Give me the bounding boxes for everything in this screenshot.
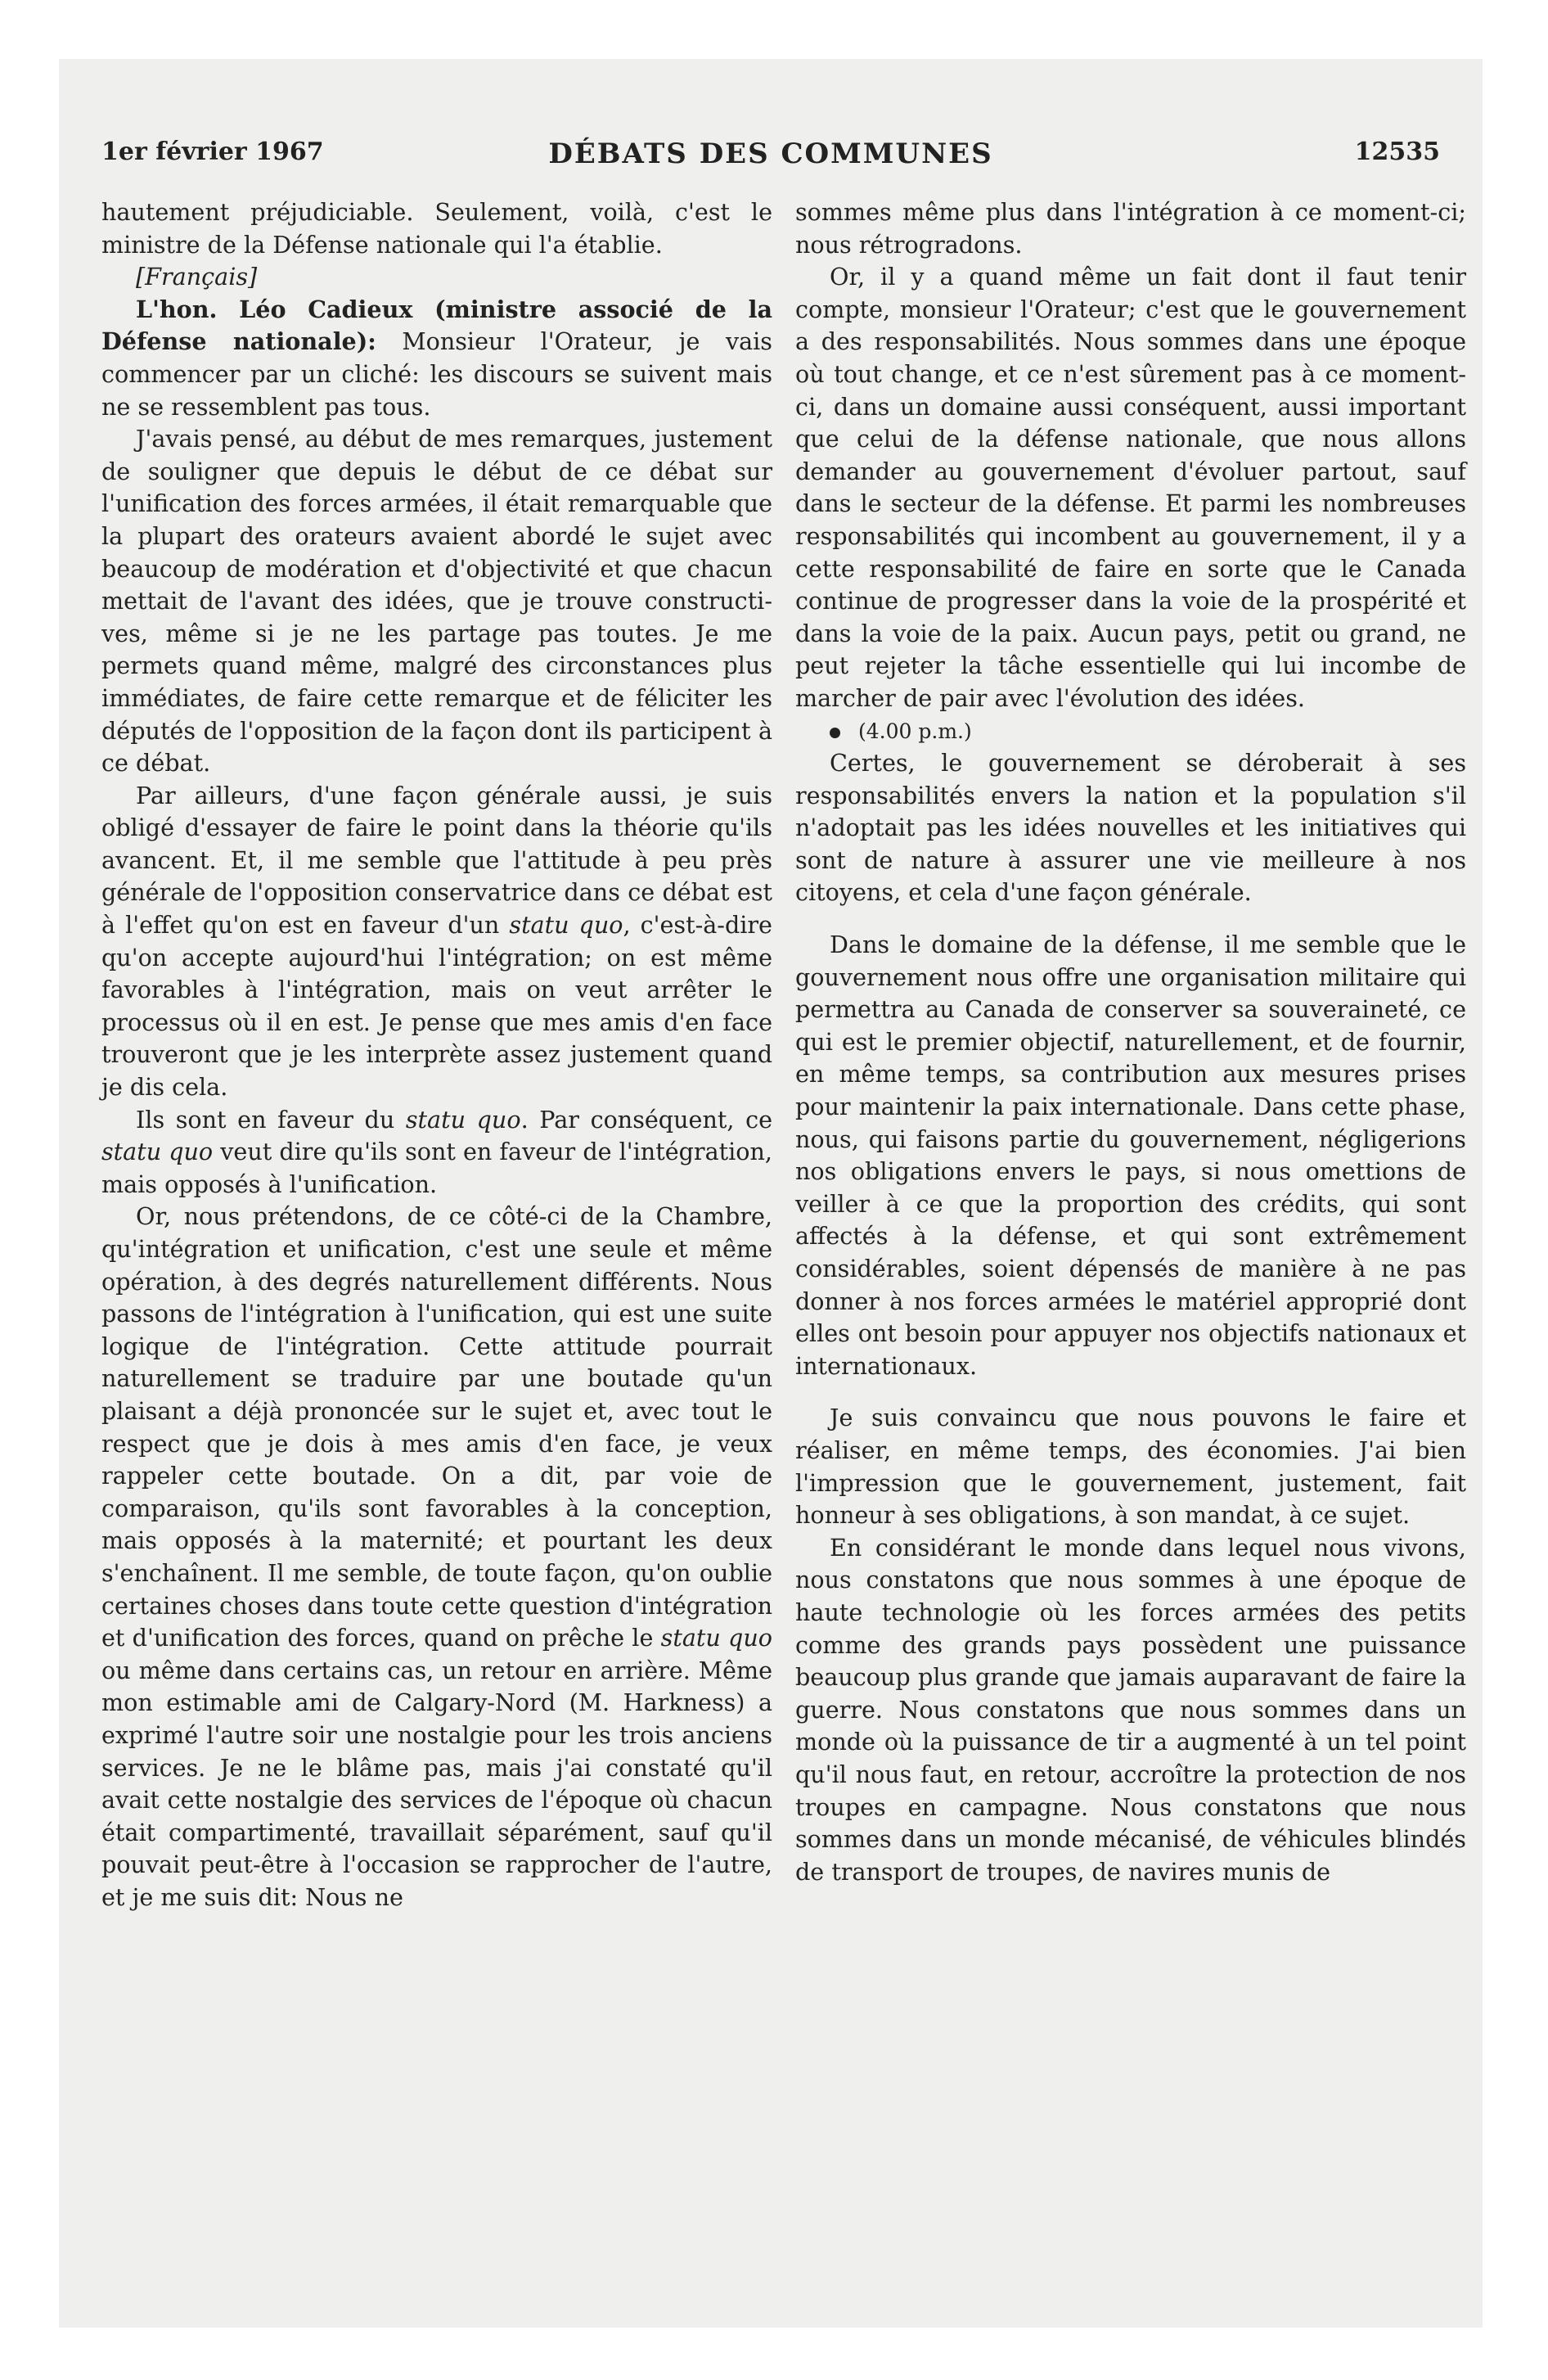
header-title: DÉBATS DES COMMUNES [548,137,993,170]
paragraph: En considérant le monde dans lequel nous vivons, nous constatons que nous sommes à une époque de haute technologie où les forces armées des petits comme des grands pays possèdent une puissance beaucoup plus grande que jamais auparavant de faire la guerre. Nous constatons que nous sommes dans un monde où la puissance de tir a augmenté à un tel point qu'il nous faut, en retour, accroître la protection de nos troupes en campagne. Nous constatons que nous sommes dans un monde mécanisé, de véhicules blindés de transport de troupes, de navires munis de [795,1533,1466,1886]
text-run: . Par conséquent, ce [520,1105,773,1134]
paragraph: sommes même plus dans l'intégration à ce moment-ci; nous rétrogradons. [795,198,1466,259]
paragraph: J'avais pensé, au début de mes remarques, justement de souligner que depuis le début de ce débat sur l'unification des forces armées, il était remarquable que la plupart des orateurs avaient abordé le sujet avec beaucoup de modération et d'objectivité et que chacun mettait de l'avant des idées, que je trouve constructives, même si je ne les partage pas toutes. Je me permets quand même, malgré des circonstances plus immédiates, de faire cette remarque et de féliciter les députés de l'opposition de la façon dont ils participent à ce débat. [101,425,772,778]
page [59,59,1483,2328]
speech-text: Monsieur l'Orateur, je vais commencer par un cliché: les discours se suivent mais ne se ressemblent pas tous. [101,327,772,421]
italic-term: statu quo [405,1105,521,1134]
italic-term: statu quo [509,911,623,940]
paragraph [101,780,772,1104]
italic-term: statu quo [660,1624,772,1652]
paragraph: Je suis convaincu que nous pouvons le faire et réaliser, en même temps, des économies. J'ai bien l'impression que le gouvernement, justement, fait honneur à ses obligations, à son mandat, à ce sujet. [795,1404,1466,1530]
page-number: 12535 [1354,137,1440,166]
paragraph: hautement préjudiciable. Seulement, voilà, c'est le ministre de la Défense nationale qui l'a établie. [101,198,772,259]
paragraph [101,1201,772,1913]
text-run: veut dire qu'ils sont en faveur de l'intégration, mais opposés à l'unification. [101,1138,772,1198]
text-run: Or, nous prétendons, de ce côté-ci de la Chambre, qu'intégration et unification, c'est une seule et même opération, à des degrés naturellement différents. Nous passons de l'intégration à l'unification, qui est une suite logique de l'intégration. Cette attitude pourrait naturellement se traduire par une boutade qu'un plaisant a déjà prononcée sur le sujet et, avec tout le respect que je dois à mes amis d'en face, je veux rappeler cette boutade. On a dit, par voie de comparaison, qu'ils sont favorables à la conception, mais opposés à la maternité; et pourtant les deux s'enchaînent. Il me semble, de toute façon, qu'on oublie certaines choses dans toute cette question d'intégration et d'unification des forces, quand on prêche le [101,1202,772,1652]
paragraph: Dans le domaine de la défense, il me semble que le gouvernement nous offre une organisation militaire qui permettra au Canada de conserver sa souveraineté, ce qui est le premier objectif, naturellement, et de fournir, en même temps, sa contribution aux mesures prises pour maintenir la paix internationale. Dans cette phase, nous, qui faisons partie du gouvernement, négligerions nos obligations envers le pays, si nous omettions de veiller à ce que la proportion des crédits, qui sont affectés à la défense, et qui sont extrêmement considérables, soient dépensés de manière à ne pas donner à nos forces armées le matériel approprié dont elles ont besoin pour appuyer nos objectifs nationaux et internationaux. [795,931,1466,1380]
text-run: Par ailleurs, d'une façon générale aussi, je suis obligé d'essayer de faire le point dans la théorie qu'ils avancent. Et, il me semble que l'attitude à peu près générale de l'opposition conservatrice dans ce débat est à l'effet qu'on est en faveur d'un [101,781,772,940]
language-marker: [Français] [136,263,258,291]
speaker-paragraph [101,294,772,423]
header-date: 1er février 1967 [101,137,324,166]
page-header [101,137,1440,178]
italic-term: statu quo [101,1138,214,1166]
text-run: , c'est-à-dire qu'on accepte aujourd'hui l'intégration; on est même favorables à l'intégration, mais on veut arrêter le processus où il en est. Je pense que mes amis d'en face trouveront que je les interprète assez justement quand je dis cela. [101,911,772,1102]
left-column [101,196,772,1913]
paragraph: Or, il y a quand même un fait dont il faut tenir compte, monsieur l'Orateur; c'est que le gouvernement a des responsabilités. Nous sommes dans une époque où tout change, et ce n'est sûrement pas à ce moment-ci, dans un domaine aussi conséquent, aussi important que celui de la défense nationale, que nous allons demander au gouvernement d'évoluer partout, sauf dans le secteur de la défense. Et parmi les nombreuses responsabilités qui incombent au gouvernement, il y a cette responsabilité de faire en sorte que le Canada continue de progresser dans la voie de la prospérité et dans la voie de la paix. Aucun pays, petit ou grand, ne peut rejeter la tâche essentielle qui lui incombe de marcher de pair avec l'évolution des idées. [795,263,1466,712]
time-text: (4.00 p.m.) [858,719,972,743]
paragraph: Certes, le gouvernement se déroberait à ses responsabilités envers la nation et la population s'il n'adoptait pas les idées nouvelles et les initiatives qui sont de nature à assurer une vie meilleure à nos citoyens, et cela d'une façon générale. [795,749,1466,907]
paragraph [101,1104,772,1201]
bullet-icon [830,728,840,738]
time-marker [795,715,1466,748]
speaker-name: L'hon. Léo Cadieux (ministre associé de la Défense nationale): [101,295,772,356]
text-run: Ils sont en faveur du [136,1105,406,1134]
right-column [795,196,1466,1888]
text-run: ou même dans certains cas, un retour en arrière. Même mon estimable ami de Calgary-Nord (M. Harkness) a exprimé l'autre soir une nostalgie pour les trois anciens services. Je ne le blâme pas, mais j'ai constaté qu'il avait cette nostalgie des services de l'époque où chacun était compartimenté, travaillait séparément, sauf qu'il pouvait peut-être à l'occasion se rapprocher de l'autre, et je me suis dit: Nous ne [101,1656,772,1911]
